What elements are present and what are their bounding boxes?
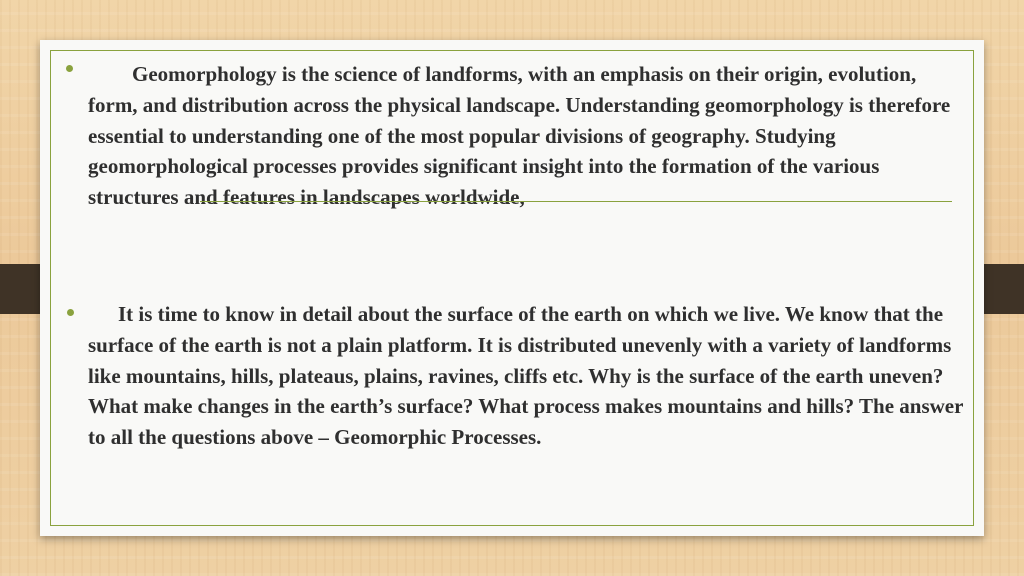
bullet-dot-icon bbox=[67, 309, 74, 316]
bullet-dot-icon bbox=[66, 65, 73, 72]
decorative-underline bbox=[200, 201, 952, 202]
slide-card bbox=[40, 40, 984, 536]
paragraph-geomorphology-definition: Geomorphology is the science of landforms, with an emphasis on their origin, evolution, form, and distribution across the physical landscape. Understanding geomorphology is therefore essential to understanding one of the most popular divisions of geography. Studying geomorphological processes provides significant insight into the formation of the various structures and features in landscapes worldwide, bbox=[88, 62, 951, 210]
paragraph-earth-surface: It is time to know in detail about the surface of the earth on which we live. We know that the surface of the earth is not a plain platform. It is distributed unevenly with a variety of landforms like mountains, hills, plateaus, plains, ravines, cliffs etc. Why is the surface of the earth uneven? What make changes in the earth’s surface? What process makes mountains and hills? The answer to all the questions above – Geomorphic Processes. bbox=[88, 302, 964, 450]
